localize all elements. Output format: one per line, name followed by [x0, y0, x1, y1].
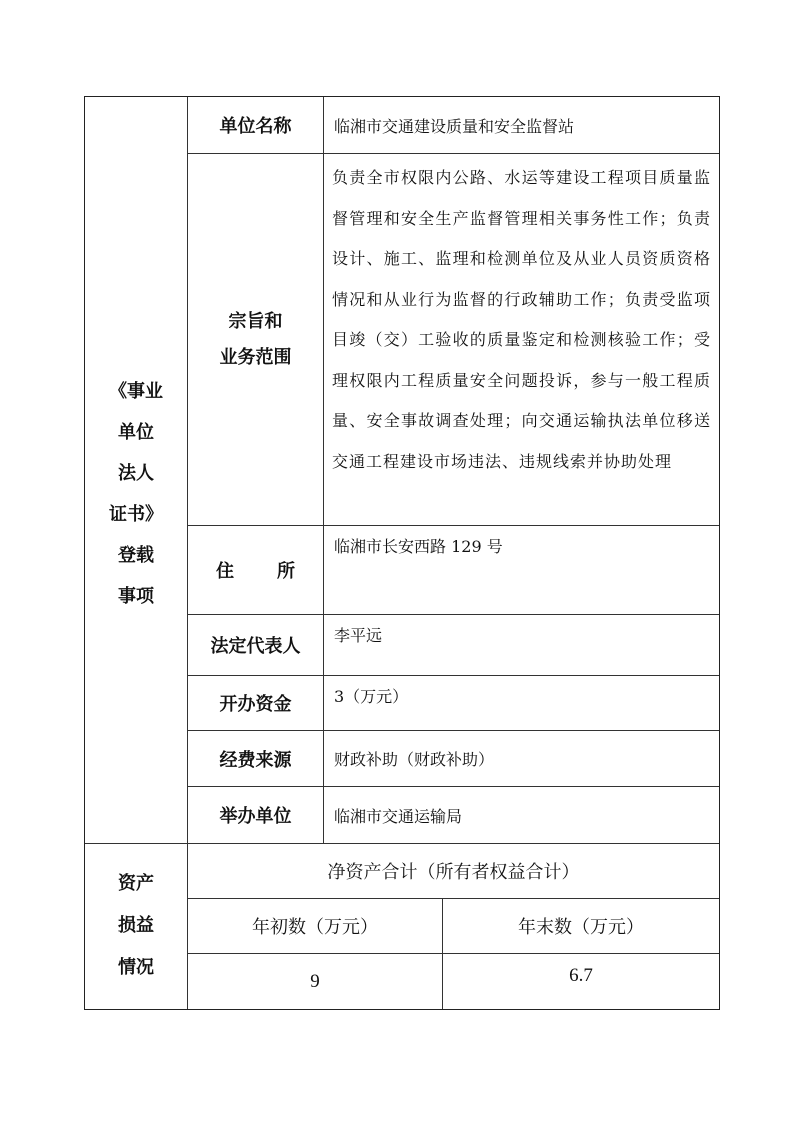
begin-year-label: 年初数（万元） — [252, 917, 378, 938]
begin-year-value: 9 — [310, 970, 320, 992]
side-line: 资产 — [118, 873, 154, 894]
funding-value: 财政补助（财政补助） — [334, 750, 495, 769]
legal-rep-value: 李平远 — [334, 626, 383, 645]
side-line: 《事业 — [109, 381, 163, 402]
address-label — [188, 526, 323, 614]
legal-rep-label: 法定代表人 — [210, 636, 301, 657]
address-label-char: 所 — [277, 561, 295, 582]
side-line: 法人 — [118, 463, 154, 484]
scope-label-line: 业务范围 — [219, 346, 292, 368]
net-assets-header: 净资产合计（所有者权益合计） — [327, 862, 580, 883]
registration-section-label — [85, 97, 187, 843]
unit-name-value: 临湘市交通建设质量和安全监督站 — [334, 116, 575, 136]
side-line: 损益 — [118, 915, 154, 936]
end-year-value: 6.7 — [569, 965, 593, 986]
scope-label — [188, 154, 323, 525]
scope-label-line: 宗旨和 — [228, 310, 283, 332]
capital-label: 开办资金 — [219, 694, 292, 715]
end-year-label: 年末数（万元） — [518, 917, 644, 938]
sponsor-value: 临湘市交通运输局 — [334, 806, 463, 826]
sponsor-label: 举办单位 — [219, 806, 292, 827]
side-line: 事项 — [118, 586, 154, 607]
assets-section-label — [85, 843, 187, 1009]
side-line: 单位 — [118, 422, 154, 443]
funding-label: 经费来源 — [219, 749, 292, 771]
side-line: 证书》 — [109, 504, 163, 525]
side-line: 登载 — [118, 545, 154, 566]
registration-table — [84, 96, 720, 1010]
address-label-char: 住 — [216, 561, 234, 582]
unit-name-label: 单位名称 — [219, 116, 292, 137]
scope-value: 负责全市权限内公路、水运等建设工程项目质量监督管理和安全生产监督管理相关事务性工作；负责设计、施工、监理和检测单位及从业人员资质资格情况和从业行为监督的行政辅助工作；负责受监项目竣（交）工验收的质量鉴定和检测核验工作；受理权限内工程质量安全问题投诉，参与一般工程质量、安全事故调查处理；向交通运输执法单位移送交通工程建设市场违法、违规线索并协助处理 — [332, 168, 711, 471]
side-line: 情况 — [118, 957, 154, 978]
capital-value: 3（万元） — [334, 687, 409, 706]
address-value: 临湘市长安西路 129 号 — [334, 537, 503, 556]
